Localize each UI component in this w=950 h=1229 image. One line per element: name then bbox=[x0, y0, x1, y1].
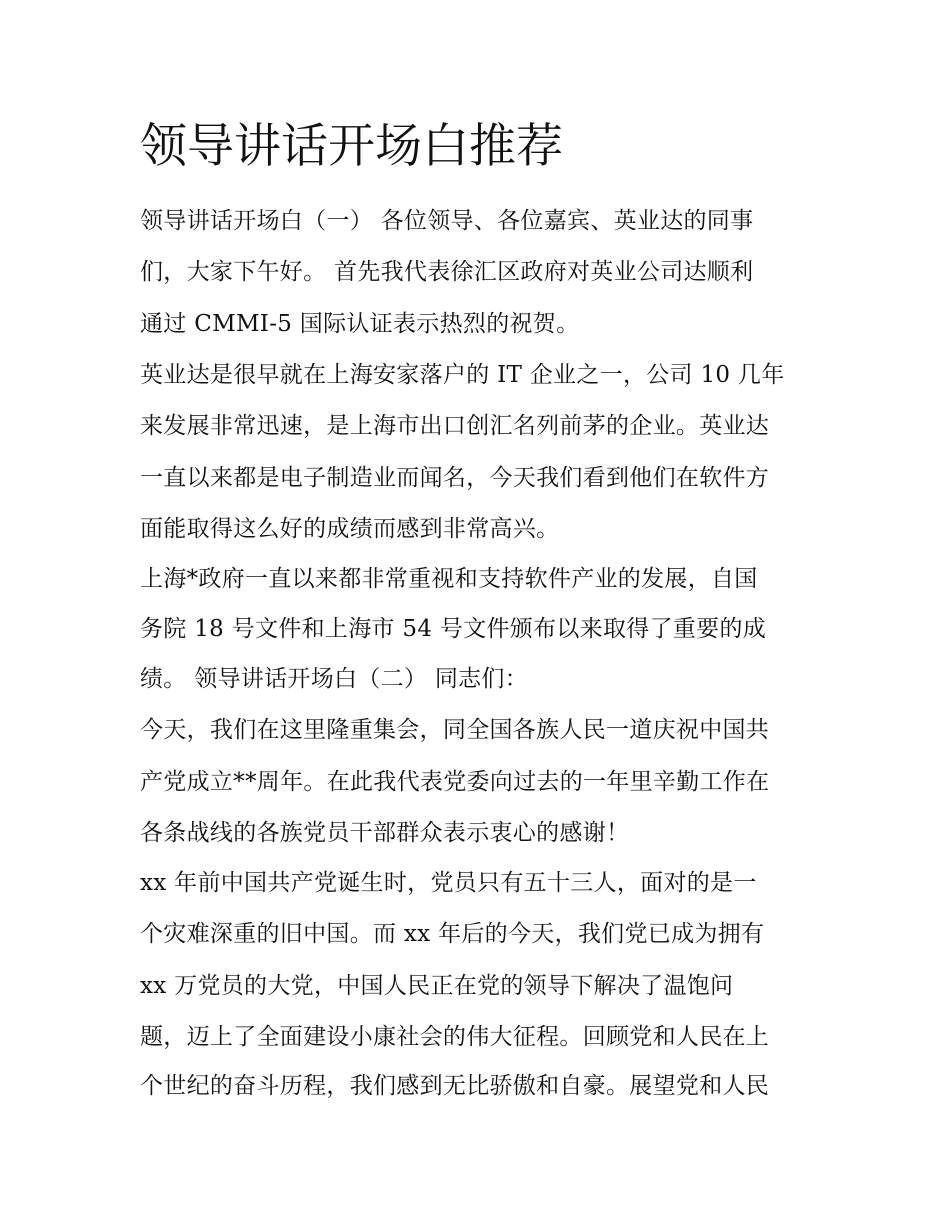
body-line-2: 们，大家下午好。 首先我代表徐汇区政府对英业公司达顺利 bbox=[140, 259, 754, 285]
body-line-11: 今天，我们在这里隆重集会，同全国各族人民一道庆祝中国共 bbox=[140, 717, 770, 743]
body-line-7: 面能取得这么好的成绩而感到非常高兴。 bbox=[140, 516, 560, 542]
body-line-18: 个世纪的奋斗历程，我们感到无比骄傲和自豪。展望党和人民 bbox=[140, 1073, 770, 1099]
body-line-8: 上海*政府一直以来都非常重视和支持软件产业的发展，自国 bbox=[140, 566, 758, 592]
body-line-14: xx 年前中国共产党诞生时，党员只有五十三人，面对的是一 bbox=[140, 870, 757, 896]
body-line-1: 领导讲话开场白（一） 各位领导、各位嘉宾、英业达的同事 bbox=[140, 208, 754, 234]
body-line-9: 务院 18 号文件和上海市 54 号文件颁布以来取得了重要的成 bbox=[140, 616, 767, 642]
body-line-3: 通过 CMMI-5 国际认证表示热烈的祝贺。 bbox=[140, 311, 580, 337]
body-line-12: 产党成立**周年。在此我代表党委向过去的一年里辛勤工作在 bbox=[140, 769, 770, 795]
body-line-4: 英业达是很早就在上海安家落户的 IT 企业之一，公司 10 几年 bbox=[140, 362, 785, 388]
body-line-13: 各条战线的各族党员干部群众表示衷心的感谢！ bbox=[140, 820, 630, 846]
body-line-16: xx 万党员的大党，中国人民正在党的领导下解决了温饱问 bbox=[140, 973, 734, 999]
body-line-6: 一直以来都是电子制造业而闻名，今天我们看到他们在软件方 bbox=[140, 465, 770, 491]
body-line-10: 绩。 领导讲话开场白（二） 同志们： bbox=[140, 666, 529, 692]
body-line-5: 来发展非常迅速，是上海市出口创汇名列前茅的企业。英业达 bbox=[140, 413, 770, 439]
body-line-15: 个灾难深重的旧中国。而 xx 年后的今天，我们党已成为拥有 bbox=[140, 921, 765, 947]
document-title: 领导讲话开场白推荐 bbox=[140, 119, 563, 174]
body-line-17: 题，迈上了全面建设小康社会的伟大征程。回顾党和人民在上 bbox=[140, 1024, 770, 1050]
